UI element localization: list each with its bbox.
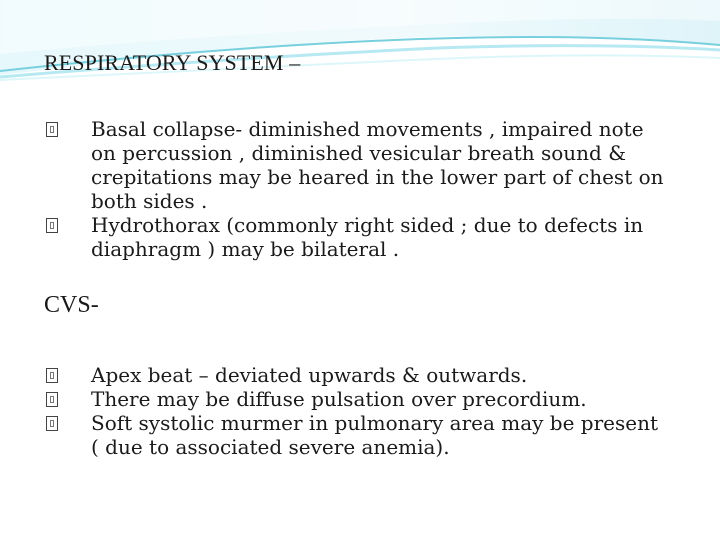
cvs-findings-list bbox=[46, 363, 676, 459]
cvs-finding-apex-beat bbox=[46, 363, 676, 387]
cvs-finding-text: There may be diffuse pulsation over precordium. bbox=[91, 387, 587, 411]
respiratory-finding-basal-collapse bbox=[46, 117, 676, 213]
page-title: RESPIRATORY SYSTEM – bbox=[44, 50, 301, 75]
cvs-section-title: CVS- bbox=[44, 292, 99, 318]
cvs-finding-text: Apex beat – deviated upwards & outwards. bbox=[91, 363, 528, 387]
respiratory-finding-text: Hydrothorax (commonly right sided ; due to defects in diaphragm ) may be bilateral . bbox=[91, 213, 644, 261]
unsupported-bullet-glyph-icon bbox=[46, 122, 58, 137]
cvs-finding-diffuse-pulsation bbox=[46, 387, 676, 411]
unsupported-bullet-glyph-icon bbox=[46, 392, 58, 407]
respiratory-finding-hydrothorax bbox=[46, 213, 676, 261]
unsupported-bullet-glyph-icon bbox=[46, 218, 58, 233]
respiratory-findings-list bbox=[46, 117, 676, 261]
cvs-finding-systolic-murmur bbox=[46, 411, 676, 459]
cvs-finding-text: Soft systolic murmer in pulmonary area may be present ( due to associated severe anemia). bbox=[91, 411, 659, 459]
respiratory-finding-text: Basal collapse- diminished movements , impaired note on percussion , diminished vesicular breath sound & crepitations may be heared in the lower part of chest on both sides . bbox=[91, 117, 664, 213]
unsupported-bullet-glyph-icon bbox=[46, 416, 58, 431]
unsupported-bullet-glyph-icon bbox=[46, 368, 58, 383]
